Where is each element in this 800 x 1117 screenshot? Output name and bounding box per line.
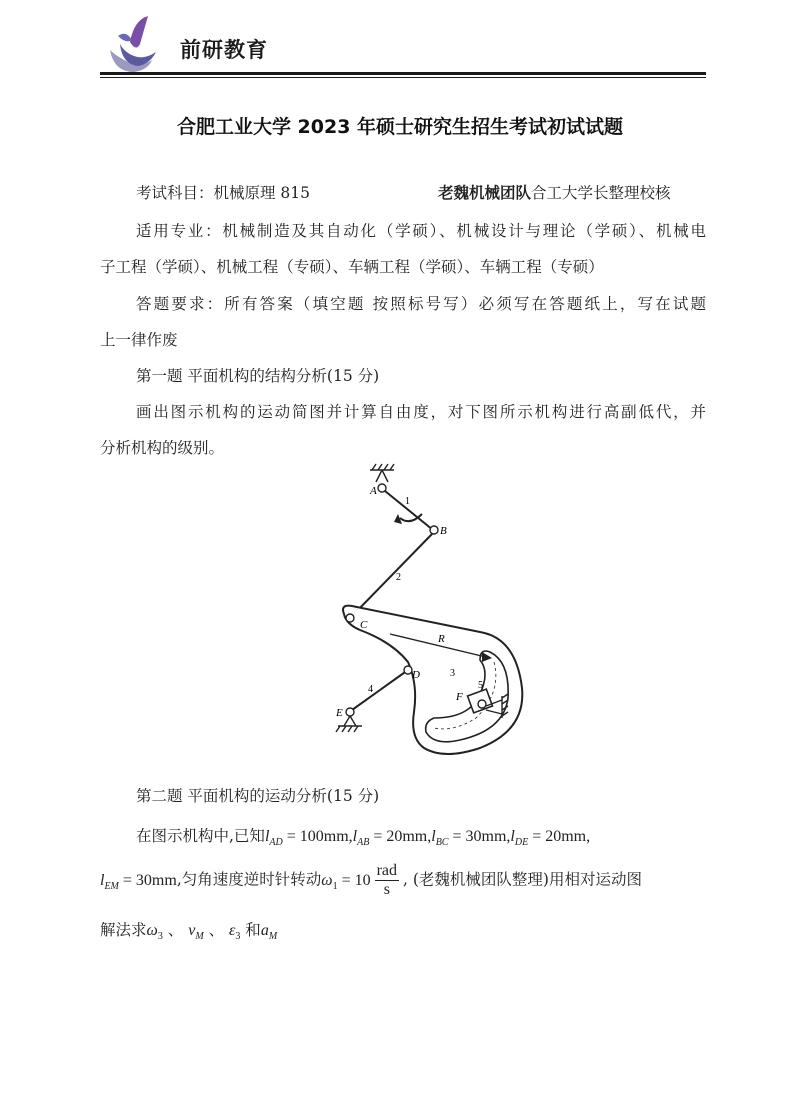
q2-given-line-1: 在图示机构中,已知$l_{AD} = 100mm,l_{AB} = 20mm,l_{BC} = 30mm,l_{DE} = 20mm$,	[136, 827, 591, 849]
q1-title: 第一题 平面机构的结构分析(15 分)	[136, 367, 380, 385]
majors-line-2: 子工程（学硕）、机械工程（专硕）、车辆工程（学硕）、车辆工程（专硕）	[100, 258, 604, 276]
team-name: 老魏机械团队	[438, 183, 532, 202]
label-a: A	[370, 485, 377, 497]
label-e: E	[336, 707, 343, 719]
unit-fraction: $\frac{\text{rad}}{s}$	[376, 862, 398, 898]
label-f: F	[456, 691, 463, 703]
header-rule-thick	[100, 72, 706, 75]
link-2	[354, 534, 432, 614]
label-r: R	[438, 633, 445, 645]
brand-name: 前研教育	[180, 38, 268, 62]
label-c: C	[360, 619, 368, 631]
label-b: B	[440, 525, 447, 537]
majors-line-1: 适用专业：机械制造及其自动化（学硕）、机械设计与理论（学硕）、机械电	[136, 222, 706, 240]
exam-title: 合肥工业大学 2023 年硕士研究生招生考试初试试题	[176, 116, 624, 138]
q1-line-1: 画出图示机构的运动简图并计算自由度，对下图所示机构进行高副低代，并	[136, 403, 706, 421]
label-link-4: 4	[368, 684, 373, 695]
label-link-2: 2	[396, 572, 401, 583]
label-link-5: 5	[478, 680, 483, 691]
requirements-line-2: 上一律作废	[100, 331, 178, 349]
rotation-arrow	[400, 514, 422, 521]
proofread-note: 合工大学长整理校核	[531, 184, 671, 202]
ground-support-a	[370, 464, 394, 482]
label-link-1: 1	[405, 496, 410, 507]
brand-logo	[100, 14, 162, 76]
joint-c	[346, 614, 354, 622]
q2-given-line-2: $l_{EM} = 30mm$,匀角速度逆时针转动$\omega_1 = 10$ $\frac{\text{rad}}{s}$ , (老魏机械团队整理)用相对运动图	[100, 862, 642, 898]
joint-b	[430, 526, 438, 534]
header-rule-thin	[100, 77, 706, 78]
mechanism-figure	[330, 462, 530, 772]
requirements-line-1: 答题要求：所有答案（填空题 按照标号写）必须写在答题纸上，写在试题	[136, 295, 706, 313]
joint-f	[478, 700, 486, 708]
subject-label: 考试科目：机械原理 815	[136, 184, 311, 202]
q1-line-2: 分析机构的级别。	[100, 439, 225, 457]
page-header	[100, 14, 706, 78]
label-link-3: 3	[450, 668, 455, 679]
q2-title: 第二题 平面机构的运动分析(15 分)	[136, 787, 380, 805]
q2-ask-line: 解法求$\omega_3$ 、 $v_M$ 、 $\varepsilon_3$ 和$a_M$	[100, 921, 278, 943]
joint-d	[404, 666, 412, 674]
link-4	[352, 670, 408, 710]
label-d: D	[412, 669, 420, 681]
joint-e	[346, 708, 354, 716]
joint-a	[378, 484, 386, 492]
subject-note	[438, 181, 671, 203]
